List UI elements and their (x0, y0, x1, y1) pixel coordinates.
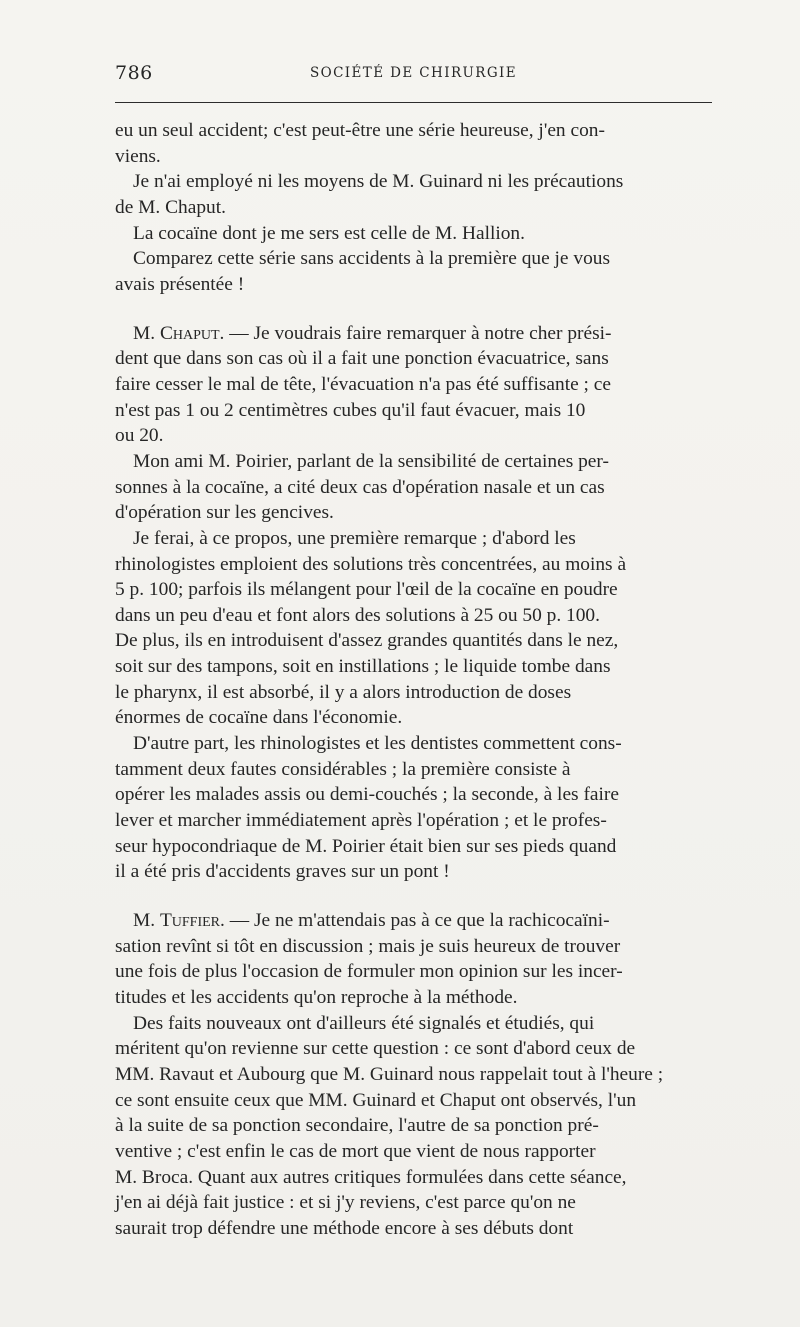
text-line: faire cesser le mal de tête, l'évacuation n'a pas été suffisante ; ce (115, 373, 612, 395)
text-line: tamment deux fautes considérables ; la première consiste à (115, 758, 571, 780)
text-line: M. Broca. Quant aux autres critiques formulées dans cette séance, (115, 1166, 627, 1188)
text-line: lever et marcher immédiatement après l'opération ; et le profes- (115, 810, 607, 832)
paragraph (115, 1011, 712, 1242)
text-line: sation revînt si tôt en discussion ; mais je suis heureux de trouver (115, 935, 621, 957)
text-line: De plus, ils en introduisent d'assez grandes quantités dans le nez, (115, 630, 619, 652)
running-title: SOCIÉTÉ DE CHIRURGIE (309, 65, 518, 81)
header-rule (115, 102, 712, 103)
page-header (115, 62, 712, 88)
paragraph (115, 731, 712, 885)
text-line: saurait trop défendre une méthode encore à ses débuts dont (115, 1217, 574, 1239)
text-line (115, 908, 712, 934)
text-line: Je ferai, à ce propos, une première remarque ; d'abord les (133, 527, 576, 549)
speaker-prefix: M. (133, 910, 160, 932)
text-line: D'autre part, les rhinologistes et les dentistes commettent cons- (133, 733, 622, 755)
text-line: Des faits nouveaux ont d'ailleurs été signalés et étudiés, qui (133, 1012, 595, 1034)
paragraph (115, 118, 712, 169)
text-line: ce sont ensuite ceux que MM. Guinard et Chaput ont observés, l'un (115, 1089, 637, 1111)
paragraph (115, 246, 712, 297)
text-line: méritent qu'on revienne sur cette question : ce sont d'abord ceux de (115, 1038, 636, 1060)
text-line: opérer les malades assis ou demi-couchés ; la seconde, à les faire (115, 784, 619, 806)
text-line (115, 321, 712, 347)
speaker-prefix: M. (133, 322, 160, 344)
text-line: Comparez cette série sans accidents à la première que je vous (133, 248, 611, 270)
text-line: de M. Chaput. (115, 196, 226, 218)
text-line: La cocaïne dont je me sers est celle de M. Hallion. (133, 222, 525, 244)
page-number: 786 (115, 62, 153, 84)
text-line: à la suite de sa ponction secondaire, l'autre de sa ponction pré- (115, 1115, 599, 1137)
text-line: Je n'ai employé ni les moyens de M. Guinard ni les précautions (133, 171, 624, 193)
text-line: seur hypocondriaque de M. Poirier était bien sur ses pieds quand (115, 835, 617, 857)
text-line: il a été pris d'accidents graves sur un pont ! (115, 861, 450, 883)
text-line: soit sur des tampons, soit en instillations ; le liquide tombe dans (115, 656, 611, 678)
text-line: dans un peu d'eau et font alors des solutions à 25 ou 50 p. 100. (115, 604, 600, 626)
paragraph (115, 221, 712, 247)
text-line: titudes et les accidents qu'on reproche à la méthode. (115, 987, 518, 1008)
text-line: ou 20. (115, 425, 164, 447)
paragraph (115, 526, 712, 731)
paragraph (115, 169, 712, 220)
text-line: le pharynx, il est absorbé, il y a alors introduction de doses (115, 681, 572, 703)
speaker-name: Chaput (159, 322, 220, 344)
text-line: 5 p. 100; parfois ils mélangent pour l'œil de la cocaïne en poudre (115, 579, 618, 601)
text-line: sonnes à la cocaïne, a cité deux cas d'opération nasale et un cas (115, 476, 605, 498)
text-line: ventive ; c'est enfin le cas de mort que vient de nous rapporter (115, 1140, 596, 1162)
text-line: MM. Ravaut et Aubourg que M. Guinard nous rappelait tout à l'heure ; (115, 1063, 664, 1085)
speaker-name: Tuffier (159, 910, 221, 932)
speaker-paragraph (115, 321, 712, 449)
text-line: rhinologistes emploient des solutions très concentrées, au moins à (115, 553, 627, 575)
text-line-rest: . — Je ne m'attendais pas à ce que la rachicocaïni- (220, 910, 610, 932)
text-line: viens. (115, 145, 161, 167)
text-line: j'en ai déjà fait justice : et si j'y reviens, c'est parce qu'on ne (115, 1192, 576, 1214)
text-line: Mon ami M. Poirier, parlant de la sensibilité de certaines per- (133, 450, 609, 472)
text-line: énormes de cocaïne dans l'économie. (115, 707, 403, 729)
text-line: eu un seul accident; c'est peut-être une série heureuse, j'en con- (115, 120, 605, 141)
paragraph (115, 449, 712, 526)
text-line: dent que dans son cas où il a fait une ponction évacuatrice, sans (115, 348, 609, 370)
text-line: n'est pas 1 ou 2 centimètres cubes qu'il faut évacuer, mais 10 (115, 399, 586, 421)
text-line: une fois de plus l'occasion de formuler mon opinion sur les incer- (115, 961, 623, 983)
text-line: avais présentée ! (115, 273, 245, 295)
body-text (115, 118, 712, 1242)
text-line-rest: . — Je voudrais faire remarquer à notre cher prési- (219, 322, 612, 344)
text-line: d'opération sur les gencives. (115, 502, 334, 524)
speaker-paragraph (115, 908, 712, 1011)
